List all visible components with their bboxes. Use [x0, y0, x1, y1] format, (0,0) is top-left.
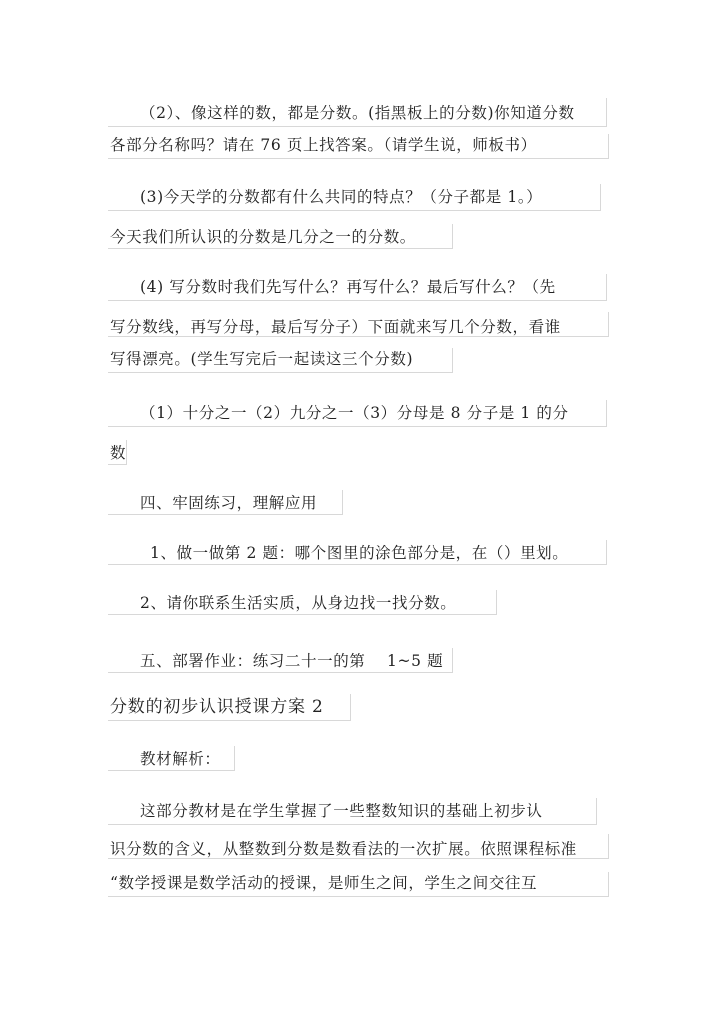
- list-item: 1、做一做第 2 题：哪个图里的涂色部分是，在（）里划。: [150, 544, 569, 562]
- paragraph-line: 识分数的含义，从整数到分数是数看法的一次扩展。依照课程标准: [110, 840, 577, 858]
- paragraph-line: “数学授课是数学活动的授课，是师生之间，学生之间交往互: [110, 874, 538, 892]
- paragraph-line: （1）十分之一（2）九分之一（3）分母是 8 分子是 1 的分: [140, 404, 569, 422]
- list-item: 2、请你联系生活实质，从身边找一找分数。: [140, 594, 457, 612]
- paragraph-line: 写分数线，再写分母，最后写分子）下面就来写几个分数，看谁: [110, 318, 561, 336]
- paragraph-line: (4) 写分数时我们先写什么？再写什么？最后写什么？（先: [140, 278, 556, 296]
- paragraph-line: 今天我们所认识的分数是几分之一的分数。: [110, 228, 416, 246]
- paragraph-line: (3)今天学的分数都有什么共同的特点？（分子都是 1。）: [140, 188, 543, 206]
- paragraph-line: 数: [110, 444, 127, 462]
- paragraph-line: 写得漂亮。(学生写完后一起读这三个分数): [110, 350, 414, 368]
- paragraph-line: （2）、像这样的数，都是分数。(指黑板上的分数)你知道分数: [140, 104, 575, 122]
- document-title: 分数的初步认识授课方案 2: [110, 697, 324, 717]
- paragraph-line: 这部分教材是在学生掌握了一些整数知识的基础上初步认: [140, 802, 543, 820]
- subheading: 教材解析：: [140, 750, 221, 768]
- paragraph-line: 各部分名称吗？请在 76 页上找答案。（请学生说，师板书）: [110, 136, 537, 154]
- section-heading: 五、部署作业：练习二十一的第 1~5 题: [140, 652, 444, 670]
- section-heading: 四、牢固练习，理解应用: [140, 494, 318, 512]
